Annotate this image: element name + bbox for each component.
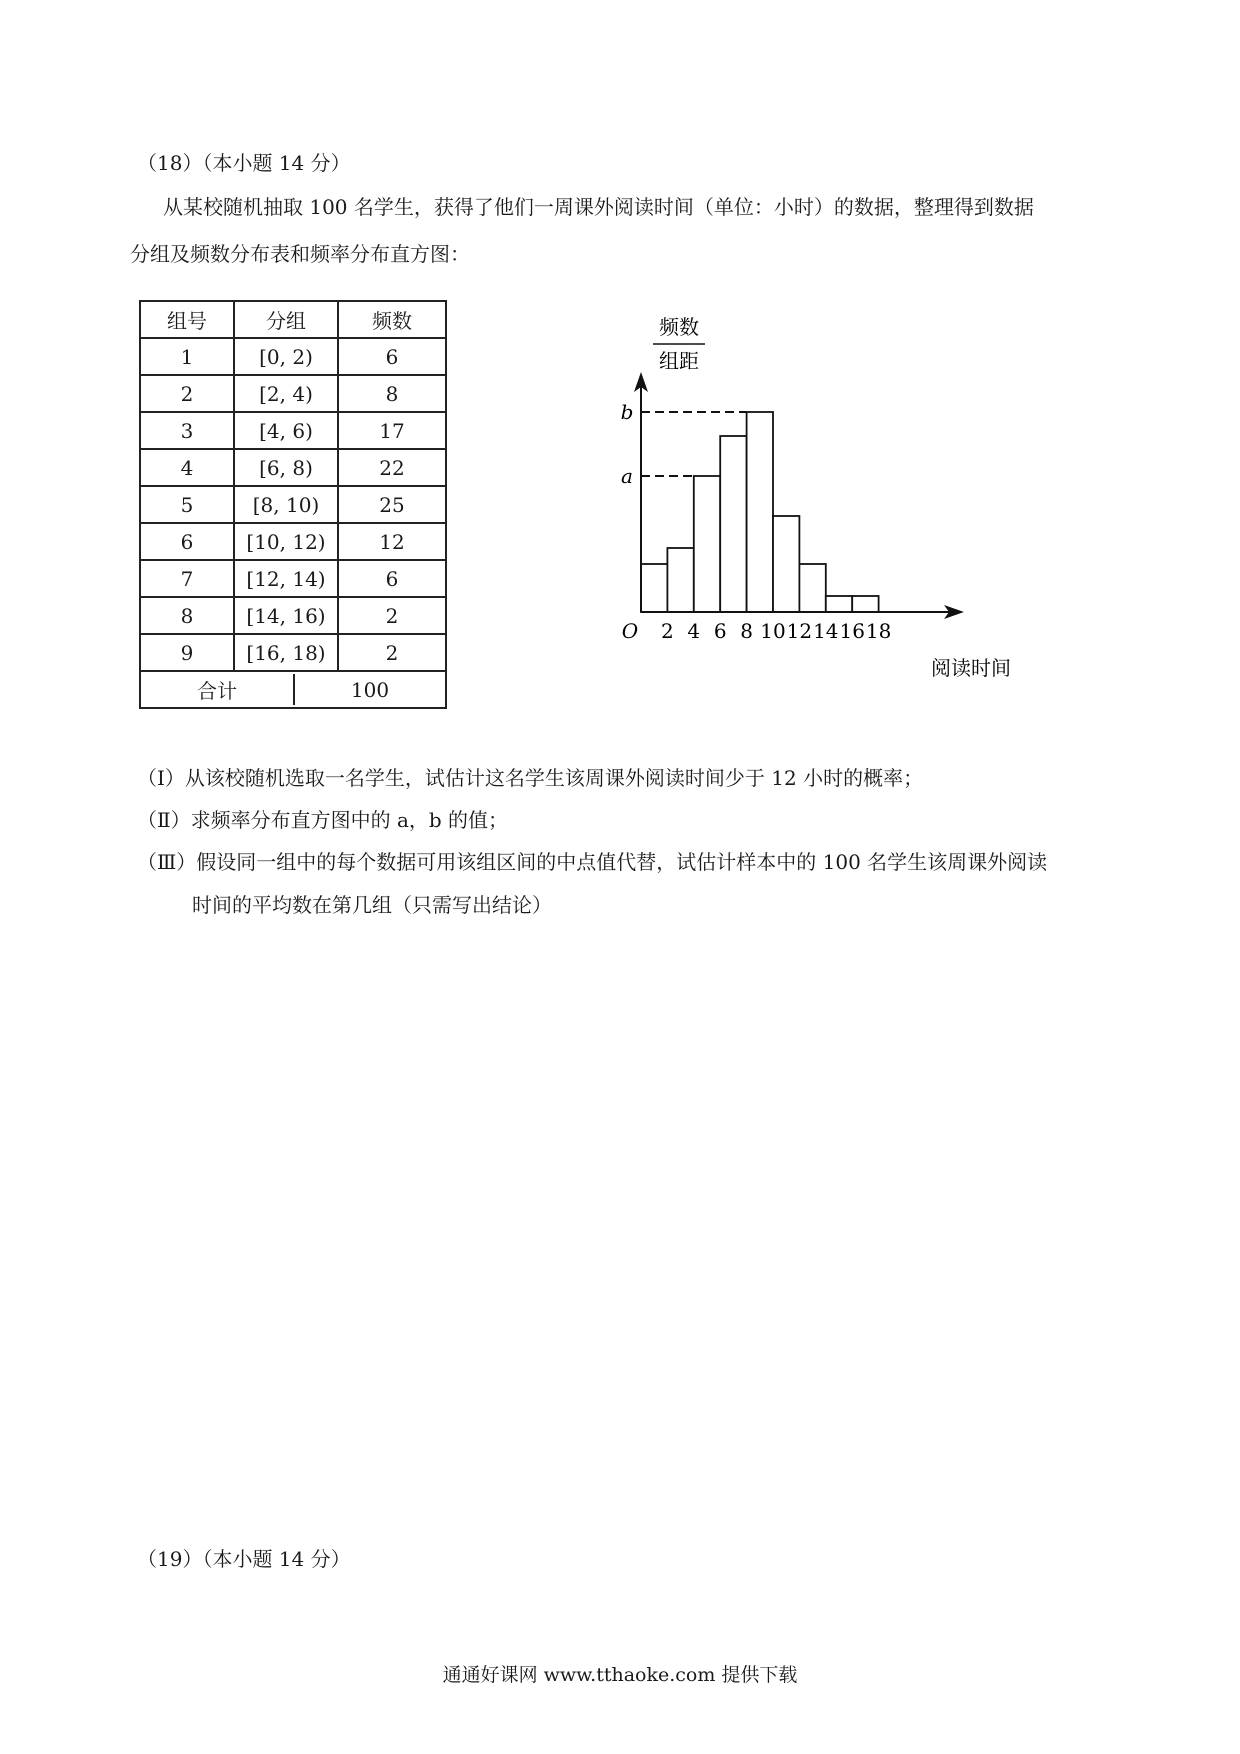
table-row [140,523,446,560]
total-row-inner [141,674,445,705]
table-row [140,486,446,523]
question-18-part-3-line-1: （Ⅲ）假设同一组中的每个数据可用该组区间的中点值代替，试估计样本中的 100 名学生该周课外阅读 [137,850,1048,874]
cell-group-number: 4 [140,449,234,486]
cell-frequency: 6 [338,560,446,597]
cell-frequency: 6 [338,338,446,375]
histogram-bar [747,412,773,612]
x-tick-label: 6 [713,619,727,643]
question-18-part-1: （Ⅰ）从该校随机选取一名学生，试估计这名学生该周课外阅读时间少于 12 小时的概率； [137,766,924,790]
table-row [140,597,446,634]
question-18-header: （18）（本小题 14 分） [137,151,351,175]
cell-group-interval: [4, 6) [234,412,338,449]
question-19-header: （19）（本小题 14 分） [137,1547,351,1571]
x-tick-label: 18 [865,619,892,643]
header-frequency: 频数 [338,301,446,338]
cell-group-number: 3 [140,412,234,449]
table-row [140,375,446,412]
histogram-bars [641,412,879,612]
cell-frequency: 2 [338,634,446,671]
histogram-bar [720,436,746,612]
y-axis-label-numerator: 频数 [659,315,699,339]
histogram-bar [694,476,720,612]
question-18-intro-line-1: 从某校随机抽取 100 名学生，获得了他们一周课外阅读时间（单位：小时）的数据，整理得到数据 [163,195,1034,219]
table-row [140,449,446,486]
cell-frequency: 22 [338,449,446,486]
total-label: 合计 [141,674,294,705]
x-axis-label: 阅读时间 [931,656,1011,680]
table-row [140,634,446,671]
table-row [140,338,446,375]
cell-group-number: 8 [140,597,234,634]
frequency-table [139,300,447,709]
cell-frequency: 2 [338,597,446,634]
cell-group-number: 7 [140,560,234,597]
total-value: 100 [350,677,390,702]
cell-group-interval: [12, 14) [234,560,338,597]
histogram-bar [667,548,693,612]
frequency-histogram [600,300,1011,690]
histogram-bar [799,564,825,612]
footer-text: 通通好课网 www.tthaoke.com 提供下载 [442,1664,798,1686]
cell-frequency: 12 [338,523,446,560]
cell-group-number: 5 [140,486,234,523]
x-tick-labels [661,619,891,643]
x-tick-label: 8 [740,619,753,643]
x-tick-label: 12 [786,619,813,643]
cell-group-number: 2 [140,375,234,412]
x-tick-label: 10 [760,619,786,643]
x-tick-label: 2 [661,619,674,643]
cell-group-number: 6 [140,523,234,560]
question-18-part-2: （Ⅱ）求频率分布直方图中的 a，b 的值； [137,808,509,832]
x-tick-label: 16 [839,619,865,643]
table-row [140,560,446,597]
marked-level-label: b [620,400,634,424]
cell-group-interval: [14, 16) [234,597,338,634]
question-18-intro-line-2: 分组及频数分布表和频率分布直方图： [130,242,470,266]
cell-group-interval: [10, 12) [234,523,338,560]
cell-group-interval: [2, 4) [234,375,338,412]
x-tick-label: 14 [813,619,839,643]
marked-level-label: a [621,464,633,488]
header-group-number: 组号 [140,301,234,338]
question-18-part-3-line-2: 时间的平均数在第几组（只需写出结论） [192,893,552,917]
cell-group-interval: [16, 18) [234,634,338,671]
cell-frequency: 8 [338,375,446,412]
histogram-bar [773,516,799,612]
cell-group-number: 1 [140,338,234,375]
histogram-bar [826,596,852,612]
header-group-interval: 分组 [234,301,338,338]
cell-group-interval: [0, 2) [234,338,338,375]
cell-frequency: 17 [338,412,446,449]
cell-group-interval: [6, 8) [234,449,338,486]
cell-group-number: 9 [140,634,234,671]
table-total-row [140,671,446,708]
total-row-container [140,671,446,708]
origin-label: O [621,619,639,643]
table-row [140,412,446,449]
cell-group-interval: [8, 10) [234,486,338,523]
cell-frequency: 25 [338,486,446,523]
y-axis-label-denominator: 组距 [659,349,699,373]
histogram-bar [641,564,667,612]
histogram-bar [852,596,878,612]
x-tick-label: 4 [687,619,701,643]
table-header-row [140,301,446,338]
